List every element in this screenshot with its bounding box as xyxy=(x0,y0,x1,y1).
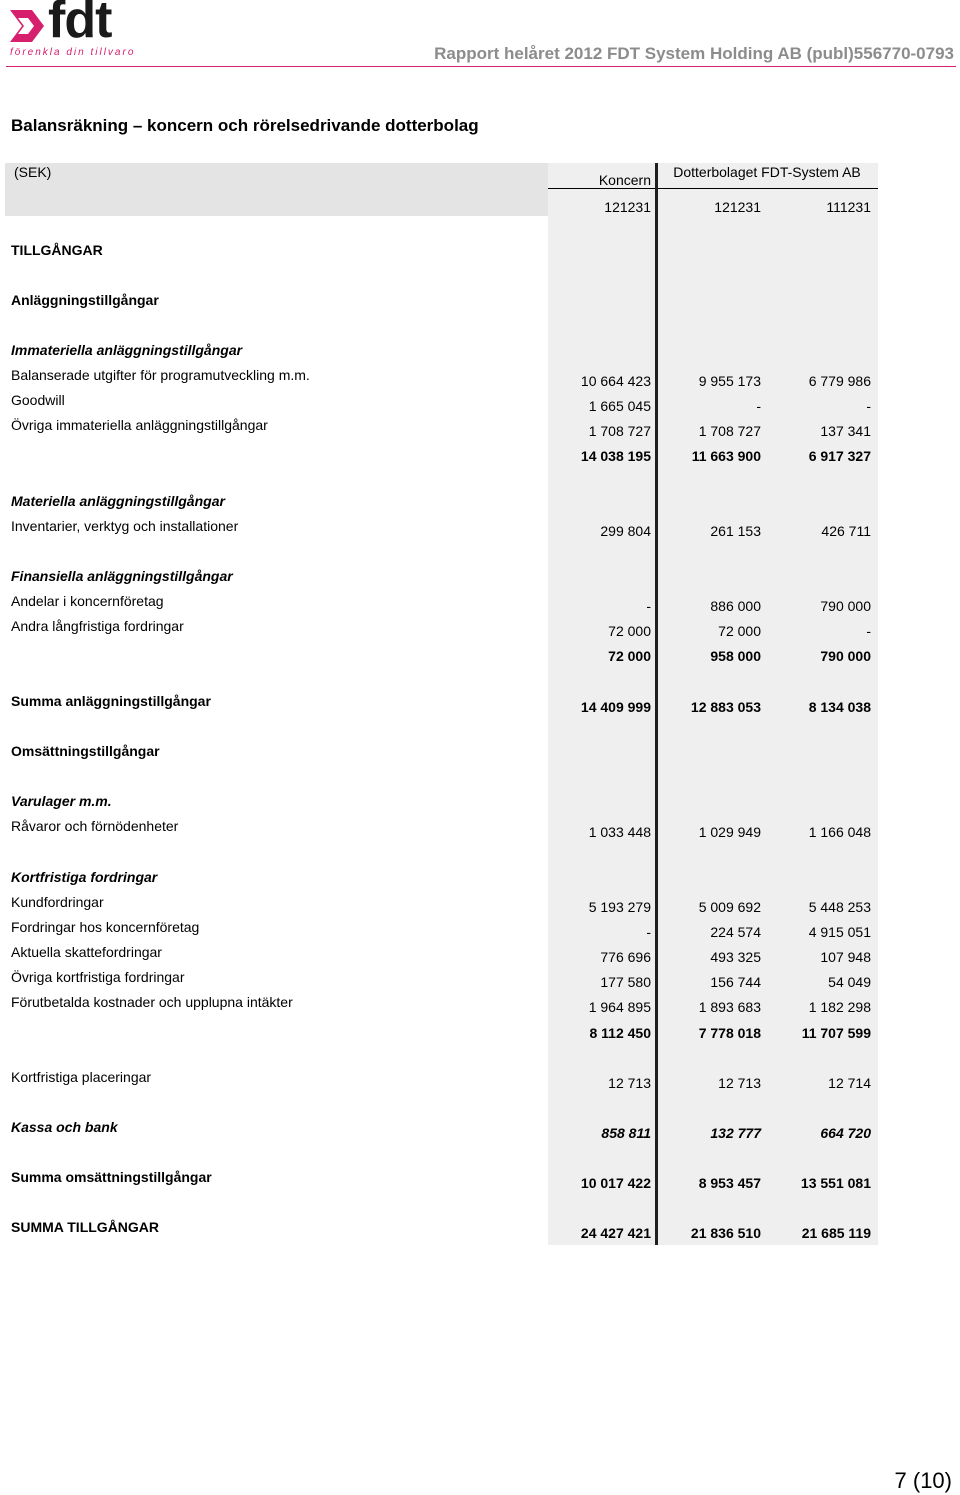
row-label: Kassa och bank xyxy=(11,1119,118,1135)
value-cell: 5 009 692 xyxy=(698,899,761,915)
value-cell: 72 000 xyxy=(718,623,761,639)
row-label: Råvaror och förnödenheter xyxy=(11,818,179,834)
value-cell: - xyxy=(646,924,651,940)
value-cell: 224 574 xyxy=(710,924,761,940)
value-cell: 12 713 xyxy=(608,1075,651,1091)
value-cell: 132 777 xyxy=(710,1125,761,1141)
table-row-values xyxy=(0,1025,960,1047)
row-label: Summa anläggningstillgångar xyxy=(11,693,211,709)
table-row xyxy=(0,342,960,364)
row-label: Kortfristiga placeringar xyxy=(11,1069,152,1085)
table-row-values xyxy=(0,1125,960,1147)
value-cell: 156 744 xyxy=(710,974,761,990)
value-cell: 54 049 xyxy=(828,974,871,990)
row-label: Materiella anläggningstillgångar xyxy=(11,493,225,509)
value-cell: 886 000 xyxy=(710,598,761,614)
row-label: Anläggningstillgångar xyxy=(11,292,159,308)
table-row xyxy=(0,743,960,765)
column-header-dotterbolag: Dotterbolaget FDT-System AB xyxy=(673,164,861,180)
column-date-1: 121231 xyxy=(604,199,651,215)
value-cell: 177 580 xyxy=(600,974,651,990)
value-cell: 21 836 510 xyxy=(690,1225,761,1241)
value-cell: 958 000 xyxy=(710,648,761,664)
table-row-values xyxy=(0,999,960,1021)
value-cell: 72 000 xyxy=(608,648,651,664)
header-divider xyxy=(6,66,956,67)
value-cell: 790 000 xyxy=(820,648,871,664)
table-row-values xyxy=(0,824,960,846)
row-label: Aktuella skattefordringar xyxy=(11,944,162,960)
fdt-logo xyxy=(8,2,138,62)
page-header xyxy=(0,0,960,70)
table-row-values xyxy=(0,1225,960,1247)
table-row-values xyxy=(0,949,960,971)
table-row-values xyxy=(0,648,960,670)
value-cell: 1 964 895 xyxy=(588,999,651,1015)
table-row-values xyxy=(0,1075,960,1097)
value-cell: 1 708 727 xyxy=(588,423,651,439)
row-label: Balanserade utgifter för programutveckling m.m. xyxy=(11,367,310,383)
value-cell: 14 409 999 xyxy=(580,699,651,715)
value-cell: 776 696 xyxy=(600,949,651,965)
table-row xyxy=(0,869,960,891)
value-cell: 664 720 xyxy=(820,1125,871,1141)
value-cell: 5 448 253 xyxy=(808,899,871,915)
value-cell: 7 778 018 xyxy=(698,1025,761,1041)
value-cell: 299 804 xyxy=(600,523,651,539)
logo-tagline: förenkla din tillvaro xyxy=(10,47,136,58)
value-cell: 790 000 xyxy=(820,598,871,614)
logo-wordmark: fdt xyxy=(48,0,112,49)
value-cell: 5 193 279 xyxy=(588,899,651,915)
document-title: Balansräkning – koncern och rörelsedrivande dotterbolag xyxy=(11,116,479,135)
value-cell: - xyxy=(756,398,761,414)
row-label: Övriga immateriella anläggningstillgångar xyxy=(11,417,268,433)
value-cell: 1 708 727 xyxy=(698,423,761,439)
row-label: TILLGÅNGAR xyxy=(11,242,103,258)
row-label: Kundfordringar xyxy=(11,894,104,910)
value-cell: 14 038 195 xyxy=(580,448,651,464)
unit-label: (SEK) xyxy=(14,164,52,180)
value-cell: 6 779 986 xyxy=(808,373,871,389)
value-cell: 10 017 422 xyxy=(580,1175,651,1191)
value-cell: - xyxy=(866,398,871,414)
table-row xyxy=(0,242,960,264)
table-row-values xyxy=(0,699,960,721)
value-cell: 13 551 081 xyxy=(800,1175,871,1191)
row-label: Summa omsättningstillgångar xyxy=(11,1169,212,1185)
table-row xyxy=(0,493,960,515)
table-row-values xyxy=(0,1175,960,1197)
column-date-3: 111231 xyxy=(826,199,871,215)
row-label: Kortfristiga fordringar xyxy=(11,869,158,885)
row-label: Inventarier, verktyg och installationer xyxy=(11,518,239,534)
table-row-values xyxy=(0,974,960,996)
row-label: Förutbetalda kostnader och upplupna intäkter xyxy=(11,994,293,1010)
value-cell: 72 000 xyxy=(608,623,651,639)
table-row xyxy=(0,292,960,314)
table-row-values xyxy=(0,523,960,545)
value-cell: - xyxy=(646,598,651,614)
logo-arrow-icon xyxy=(8,6,48,46)
row-label: Goodwill xyxy=(11,392,65,408)
value-cell: 6 917 327 xyxy=(808,448,871,464)
row-label: Omsättningstillgångar xyxy=(11,743,160,759)
value-cell: 12 714 xyxy=(828,1075,871,1091)
value-cell: 426 711 xyxy=(821,523,871,539)
value-cell: 137 341 xyxy=(820,423,871,439)
table-row-values xyxy=(0,423,960,445)
value-cell: 24 427 421 xyxy=(580,1225,651,1241)
row-label: SUMMA TILLGÅNGAR xyxy=(11,1219,160,1235)
row-label: Övriga kortfristiga fordringar xyxy=(11,969,185,985)
column-header-koncern: Koncern xyxy=(598,172,651,188)
row-label: Finansiella anläggningstillgångar xyxy=(11,568,233,584)
value-cell: - xyxy=(866,623,871,639)
row-label: Andra långfristiga fordringar xyxy=(11,618,184,634)
row-label: Immateriella anläggningstillgångar xyxy=(11,342,243,358)
value-cell: 9 955 173 xyxy=(698,373,761,389)
value-cell: 4 915 051 xyxy=(808,924,871,940)
table-row xyxy=(0,793,960,815)
value-cell: 8 134 038 xyxy=(808,699,871,715)
value-cell: 1 029 949 xyxy=(698,824,761,840)
value-cell: 1 182 298 xyxy=(808,999,871,1015)
value-cell: 12 883 053 xyxy=(690,699,761,715)
value-cell: 10 664 423 xyxy=(580,373,651,389)
row-label: Fordringar hos koncernföretag xyxy=(11,919,200,935)
table-row-values xyxy=(0,598,960,620)
value-cell: 11 663 900 xyxy=(691,448,761,464)
value-cell: 493 325 xyxy=(710,949,761,965)
value-cell: 21 685 119 xyxy=(801,1225,871,1241)
value-cell: 1 166 048 xyxy=(808,824,871,840)
value-cell: 1 893 683 xyxy=(698,999,761,1015)
value-cell: 107 948 xyxy=(820,949,871,965)
value-cell: 8 112 450 xyxy=(589,1025,651,1041)
value-cell: 858 811 xyxy=(601,1125,651,1141)
column-date-2: 121231 xyxy=(714,199,761,215)
row-label: Andelar i koncernföretag xyxy=(11,593,164,609)
value-cell: 12 713 xyxy=(718,1075,761,1091)
value-cell: 11 707 599 xyxy=(801,1025,871,1041)
table-row-values xyxy=(0,623,960,645)
header-rule-dotter xyxy=(658,188,878,189)
header-rule-koncern xyxy=(548,188,655,189)
page-number: 7 (10) xyxy=(894,1468,952,1493)
table-row-values xyxy=(0,448,960,470)
row-label: Varulager m.m. xyxy=(11,793,112,809)
value-cell: 8 953 457 xyxy=(698,1175,761,1191)
table-row xyxy=(0,568,960,590)
table-row-values xyxy=(0,924,960,946)
value-cell: 1 033 448 xyxy=(588,824,651,840)
value-cell: 261 153 xyxy=(710,523,761,539)
table-row-values xyxy=(0,899,960,921)
value-cell: 1 665 045 xyxy=(588,398,651,414)
report-title: Rapport helåret 2012 FDT System Holding AB (publ)556770-0793 xyxy=(434,44,954,63)
